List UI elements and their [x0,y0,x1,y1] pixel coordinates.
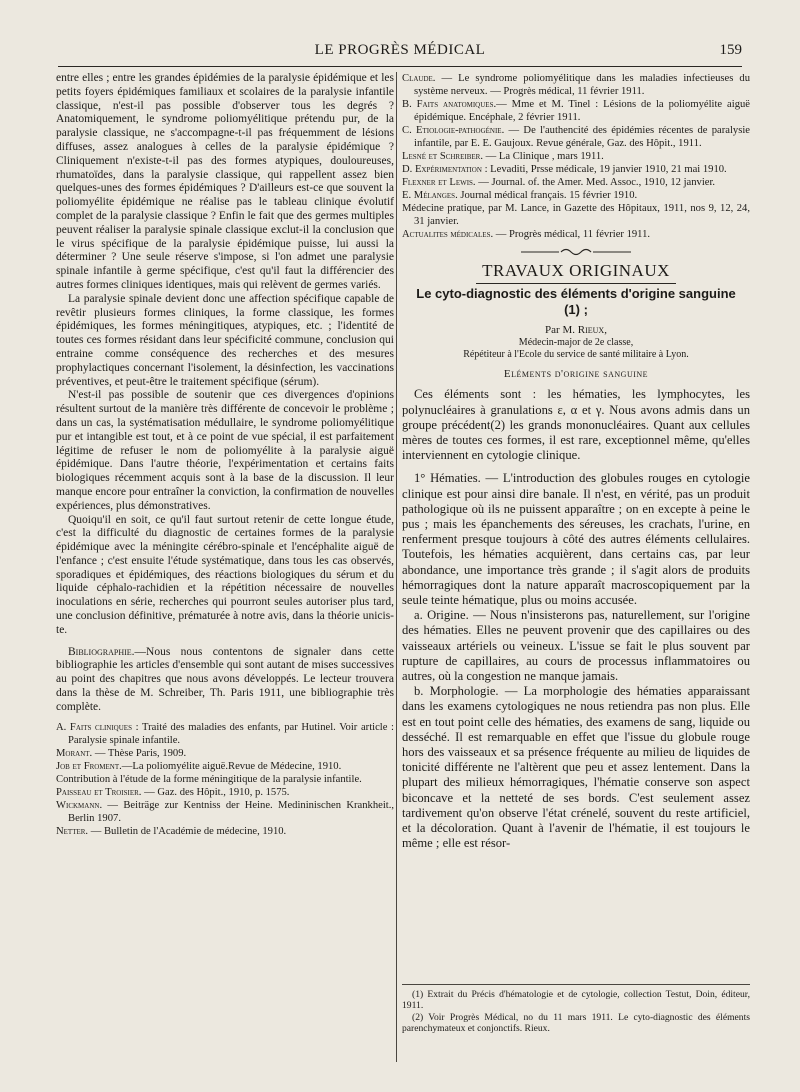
article-body [402,387,750,851]
reference-item: A. Faits cliniques : Traité des maladies des enfants, par Hutinel. Voir article : Paralysie spinale infantile. [56,721,395,746]
reference-item: Wickmann. — Beiträge zur Kentniss der Heine. Medininischen Krankheit., Berlin 1907. [56,799,394,824]
reference-item: Médecine pratique, par M. Lance, in Gazette des Hôpitaux, 1911, nos 9, 12, 24, 31 janvier. [402,203,750,227]
reference-item: Claude. — Le syndrome poliomyélitique dans les maladies infectieuses du système nerveux. — Progrès médical, 11 février 1911. [402,73,750,97]
paragraph: a. Origine. — Nous n'insisterons pas, naturellement, sur l'origine des hématies. Elles ne peuvent provenir que des capillaires ou des vaisseaux artériels ou veineux. L'issue se fait le plus souvent par rupture de capillaires, au cours de processus inflammatoires ou autres, où la congestion ne manque jamais. [402,608,750,684]
page-number: 159 [719,42,742,58]
ornament-divider [402,246,750,260]
reference-item: E. Mélanges. Journal médical français. 15 février 1910. [402,190,638,201]
reference-list [56,721,394,838]
footnote: (2) Voir Progrès Médical, no du 11 mars 1911. Le cyto-diagnostic des éléments parenchymateux et conjonctifs. Rieux. [402,1011,750,1035]
running-title: LE PROGRÈS MÉDICAL [314,42,486,58]
paragraph: 1° Hématies. — L'introduction des globules rouges en cytologie clinique est pour ainsi dire banale. Il n'est, en vérité, pas un produit pathologique où ils ne puissent apparaître ; on en excepte à peine le pus ; mais les épanchements des séreuses, les crachats, l'urine, en renferment presque toujours à côté des autres éléments cellulaires. Toutefois, les hématies acquièrent, dans certains cas, par leur abondance, une importance très grande ; il s'agit alors de produits hémorragiques dont la nature apparaît macroscopiquement par la seule teinte hématique, plus ou moins accusée. [402,471,750,608]
bibliography-paragraph [56,646,394,715]
paragraph: Quoiqu'il en soit, ce qu'il faut surtout retenir de cette longue étude, c'est la difficulté du diagnostic de certaines formes de la paralysie épidémique avec la méningite cérébro-spinale et l'encéphalite aiguë de l'enfance ; c'est ensuite l'étude systématique, dans tous les cas observés, sporadiques et épidémiques, des réactions biologiques du sérum et du liquide céphalo-rachidien et la répétition nécessaire de nouvelles inoculations en série, recherches qui pourront seules autoriser plus tard, une conclusion définitive, prématurée à notre avis, dans la théorie unicis-te. [56,513,394,636]
reference-item: Netter. — Bulletin de l'Académie de médecine, 1910. [56,825,287,837]
footnote: (1) Extrait du Précis d'hématologie et de cytologie, collection Testut, Doin, éditeur, 1911. [402,989,750,1012]
byline: Par M. Rieux, [545,323,607,336]
paragraph: N'est-il pas possible de soutenir que ces divergences d'opinions résultent surtout de la manière très différente de concevoir le problème ; dans un cas, la systématisation médullaire, le syndrome poliomyélitique pur et intangible est tout, et à ce point de vue spécial, il est parfaitement légitime de refuser le nom de poliomyélite à la paralysie aiguë épidémique. Dans l'autre théorie, l'expérimentation et certains faits biologiques récemment acquis sont à la base de la discussion. Il leur manque encore pour entraîner la conviction, la confirmation de nouvelles expériences, plus démonstratives. [56,389,394,512]
affiliation: Médecin-major de 2e classe, [518,336,634,348]
paragraph: La paralysie spinale devient donc une affection spécifique capable de revêtir plusieurs formes cliniques, la forme classique, les formes épidémiques, les formes méningitiques, atypiques, etc. ; l'identité de toutes ces formes résidant dans leur spécificité commune, conclusion qui entraine comme conséquence des recherches et des mesures prophylactiques concernant l'isolement, la désinfection, les vaccinations préventives, et peut-être le traitement spécifique (sérum). [56,292,394,388]
reference-item: Lesné et Schreiber. — La Clinique , mars 1911. [402,151,604,162]
page-header [58,40,742,67]
reference-item: Flexner et Lewis. — Journal. of. the Amer. Med. Assoc., 1910, 12 janvier. [402,177,716,188]
subheading: Eléments d'origine sanguine [503,367,649,380]
right-column [402,72,750,851]
affiliation: Répétiteur à l'Ecole du service de santé militaire à Lyon. [463,348,689,360]
footnotes [402,984,750,1035]
reference-list [402,72,750,241]
author-name: Rieux, [577,323,607,336]
reference-item: Job et Froment.—La poliomyélite aiguë.Revue de Médecine, 1910. [56,760,342,772]
reference-item: B. Faits anatomiques.— Mme et M. Tinel : Lésions de la poliomyélite aiguë épidémique. Encéphale, 2 février 1911. [402,99,750,123]
article-title: Le cyto-diagnostic des éléments d'origine sanguine (1) ; [416,285,736,317]
paragraph: Ces éléments sont : les hématies, les lymphocytes, les polynucléaires à granulations ε, α et γ. Nous avons admis dans un groupe précédent(2) les grands mononucléaires. Quant aux cellules mères de toutes ces formes, il est rare, exceptionnel même, qu'elles interviennent en cytologie clinique. [402,387,750,463]
reference-item: C. Etiologie-pathogénie. — De l'authencité des épidémies récentes de paralysie infantile, par E. E. Gaujoux. Revue générale, Gaz. des Hôpit., 1911. [402,125,750,149]
section-heading: TRAVAUX ORIGINAUX [402,264,750,278]
column-divider [396,72,397,1062]
paragraph: entre elles ; entre les grandes épidémies de la paralysie épidémique et les petits foyers épidémiques familiaux et scolaires de la paralysie infantile classique, n'est-il pas possible d'observer tous les degrés ? Anatomiquement, le syndrome poliomyélitique prétendu pur, de la paralysie classique, ne s'accompagne-t-il pas fréquemment de lésions diffuses, assez analogues à celles de la paralysie épidémique ? Cliniquement n'existe-t-il pas des formes atypiques, douloureuses, rhumatoïdes, dans la paralysie classique, qui rappellent assez bien quelques-unes des formes épidémiques ? D'ailleurs est-ce que souvent la poliomyélite épidémique ne réalise pas le tableau clinique évolutif complet de la paralysie classique ? Enfin le fait que des germes multiples peuvent réaliser la paralysie spinale classique exclut-il la conclusion que le virus spécifique de la paralysie épidémique puisse, lui aussi la déterminer ? Une seule réserve s'impose, si l'on admet une paralysie spinale infantile à germe spécifique, c'est qu'il faut la différencier des autres formes cliniques identiques, mais qui relèvent de germes variés. [56,72,394,291]
paragraph: b. Morphologie. — La morphologie des hématies apparaissant dans les examens cytologiques ne nous retiendra pas non plus. Elle est en tout point celle des hématies, des examens de sang, liquide ou desséché. Il est remarquable en effet que l'issue du globule rouge hors des vaisseaux et sa présence fréquente au milieu de liquides de tonicité différente ne l'altèrent que peu et assez lentement. Dans la plupart des milieux hémorragiques, l'hématie conserve son aspect biconcave et la netteté de ses bords. C'est seulement assez tardivement qu'on observe l'état crénelé, souvent du reste artificiel, et la décoloration. Quant à l'avenir de l'hématie, il est toujours le même ; elle est résor- [402,684,750,851]
ornament-icon [521,247,631,257]
bibliography-label: Bibliographie. [68,645,135,658]
reference-item: D. Expérimentation : Levaditi, Prsse médicale, 19 janvier 1910, 21 mai 1910. [402,164,727,175]
reference-item: Morant. — Thèse Paris, 1909. [56,747,187,759]
bibliography-text: —Nous nous contentons de signaler dans cette bibliographie les articles d'ensemble qui sont autant de mises successives au point des chapitres que nous avons développés. Le lecteur trouvera dans la thèse de M. Schreiber, Th. Paris 1911, une bibliographie très complète. [56,645,394,713]
reference-item: Contribution à l'étude de la forme méningitique de la paralysie infantile. [56,773,362,785]
reference-item: Paisseau et Troisier. — Gaz. des Hôpit., 1910, p. 1575. [56,786,290,798]
reference-item: Actualites médicales. — Progrès médical, 11 février 1911. [402,229,651,240]
left-column [56,72,394,838]
